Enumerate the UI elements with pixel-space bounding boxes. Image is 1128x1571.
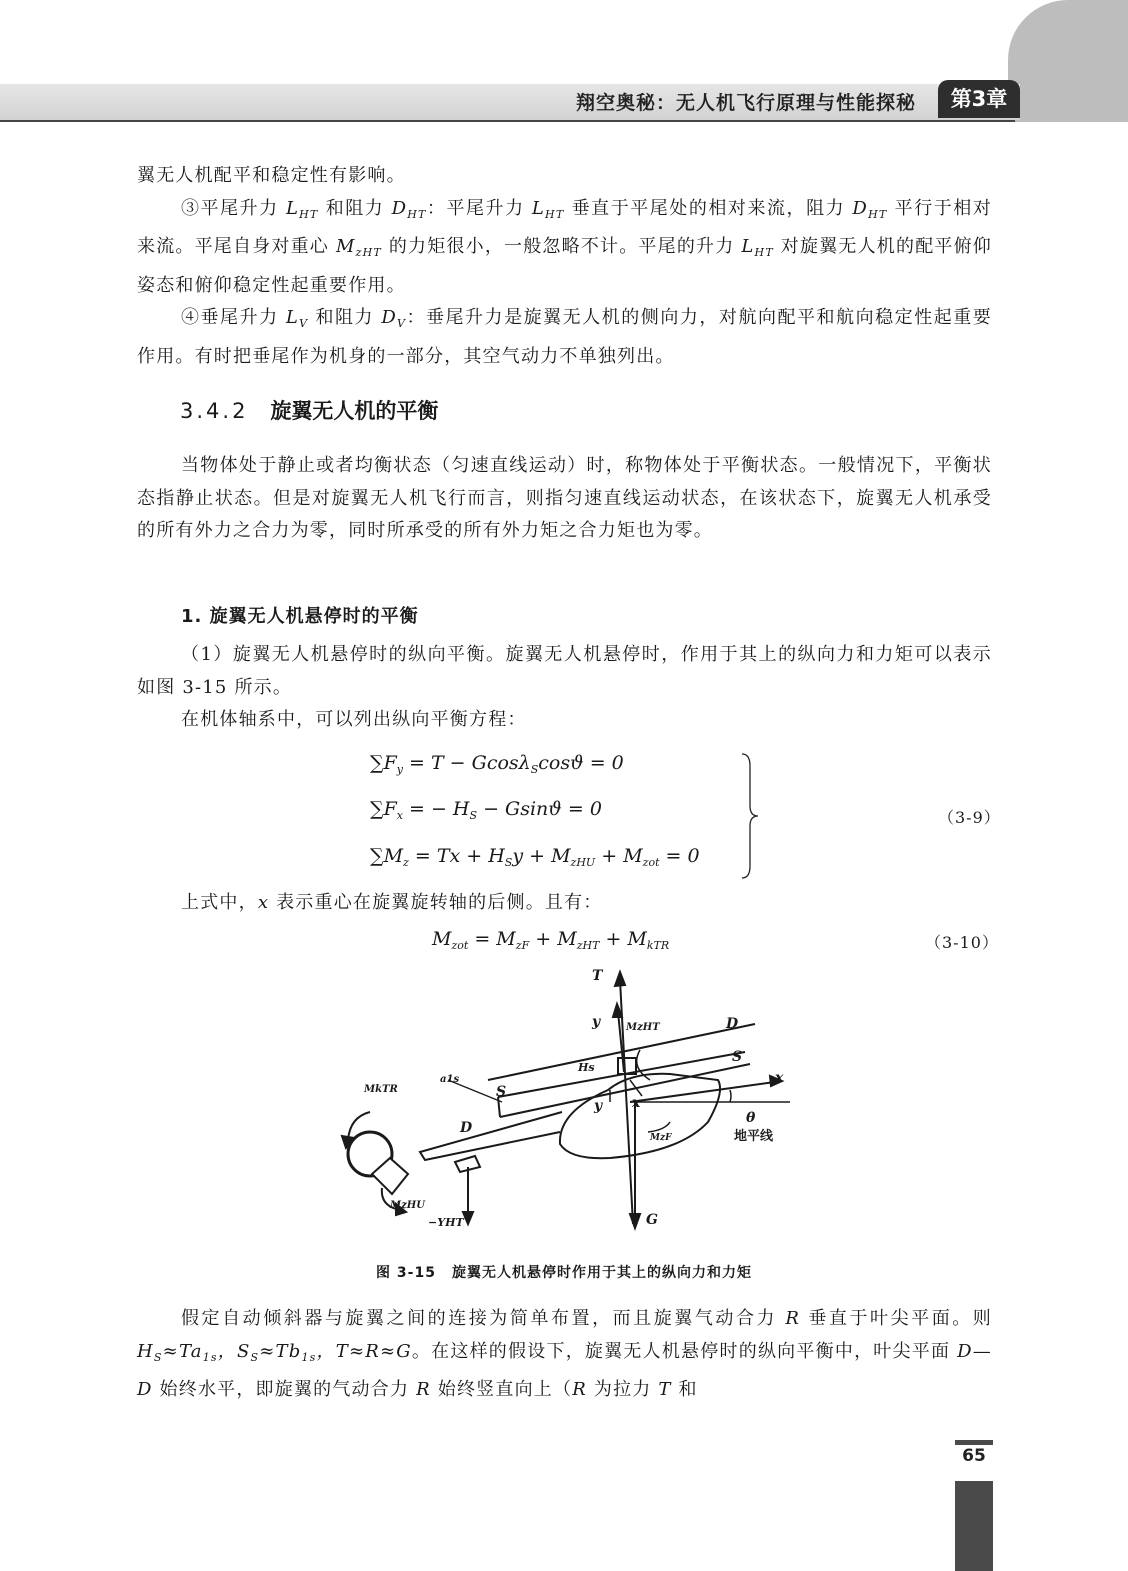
tail-boom bbox=[420, 1112, 562, 1160]
para-balance: 当物体处于静止或者均衡状态（匀速直线运动）时，称物体处于平衡状态。一般情况下，平衡状态指静止状态。但是对旋翼无人机飞行而言，则指匀速直线运动状态，在该状态下，旋翼无人机承受的所有外力之合力为零，同时所承受的所有外力矩之合力矩也为零。 bbox=[137, 455, 992, 541]
t-arrow-head bbox=[615, 972, 625, 986]
chapter-badge: 第3章 bbox=[938, 80, 1020, 118]
equation-number-3-9: （3-9） bbox=[938, 808, 1001, 827]
label-s-left: S bbox=[496, 1084, 507, 1100]
g-arrow-head bbox=[630, 1214, 640, 1228]
label-ground: 地平线 bbox=[734, 1129, 774, 1144]
para-final: 假定自动倾斜器与旋翼之间的连接为简单布置，而且旋翼气动合力 R 垂直于叶尖平面。则 $H_S\approx Ta_{1s}$，$S_S\approx Tb_{1s}$，T≈R≈G。在这样的假设下，旋翼无人机悬停时的纵向平衡中，叶尖平面 D—D 始终水平，即旋翼的气动合力 R 始终竖直向上（R 为拉力 T 和 bbox=[137, 1308, 992, 1400]
label-x-mid: x bbox=[632, 1095, 641, 1111]
para-after-eq: 上式中，x 表示重心在旋翼旋转轴的后侧。且有： bbox=[181, 892, 603, 913]
label-g: G bbox=[646, 1212, 658, 1228]
running-title: 翔空奥秘：无人机飞行原理与性能探秘 bbox=[575, 92, 916, 114]
para-intro: 翼无人机配平和稳定性有影响。 bbox=[137, 165, 406, 186]
label-a1s: a1s bbox=[440, 1074, 460, 1085]
para-hover: （1）旋翼无人机悬停时的纵向平衡。旋翼无人机悬停时，作用于其上的纵向力和力矩可以表示如图 3-15 所示。 bbox=[137, 644, 992, 698]
text-block-hover bbox=[137, 639, 992, 737]
text-block-after-eq bbox=[137, 887, 992, 920]
equation-system-3-9 bbox=[370, 752, 750, 880]
label-theta: θ bbox=[746, 1110, 756, 1126]
page-number: 65 bbox=[962, 1446, 986, 1466]
section-heading: 3.4.2 旋翼无人机的平衡 bbox=[180, 398, 439, 423]
right-brace bbox=[740, 752, 760, 880]
label-mktr: MkTR bbox=[364, 1084, 398, 1095]
label-y-mid: y bbox=[594, 1098, 603, 1114]
label-y-top: y bbox=[592, 1014, 601, 1030]
figure-caption: 图 3-15 旋翼无人机悬停时作用于其上的纵向力和力矩 bbox=[376, 1265, 752, 1281]
label-mzhu: MzHU bbox=[390, 1200, 425, 1211]
label-x-axis: x bbox=[775, 1070, 784, 1086]
para-eq-intro: 在机体轴系中，可以列出纵向平衡方程： bbox=[181, 709, 527, 730]
equation-fx: $\sum F_x$ = − $H_S - Gsinϑ = 0$ bbox=[370, 798, 602, 822]
header-corner-tab bbox=[1008, 0, 1128, 122]
equation-number-3-10: （3-10） bbox=[925, 933, 999, 952]
equation-fy: $\sum F_y = T - Gcos\lambda_S\cos ϑ = 0$ bbox=[370, 752, 624, 776]
text-block-balance bbox=[137, 450, 992, 548]
para-horizontal-tail: ③平尾升力 $L_{HT}$ 和阻力 $D_{HT}$：平尾升力 $L_{HT}$ 垂直于平尾处的相对来流，阻力 $D_{HT}$ 平行于相对来流。平尾自身对重心 $M_{zHT}$ 的力矩很小，一般忽略不计。平尾的升力 $L_{HT}$ 对旋翼无人机的配平俯仰姿态和俯仰稳定性起重要作用。 bbox=[137, 197, 993, 296]
label-d-right: D bbox=[726, 1016, 739, 1032]
label-d-left: D bbox=[460, 1120, 473, 1136]
subsection-heading: 1. 旋翼无人机悬停时的平衡 bbox=[181, 606, 419, 627]
header-rule bbox=[0, 120, 1015, 122]
equation-mz: $\sum M_z = Tx + H_Sy + M_{zHU} + M_{zot} = 0$ bbox=[370, 845, 700, 869]
para-vertical-tail: ④垂尾升力 $L_V$ 和阻力 $D_V$：垂尾升力是旋翼无人机的侧向力，对航向配平和航向稳定性起重要作用。有时把垂尾作为机身的一部分，其空气动力不单独列出。 bbox=[137, 307, 992, 367]
label-hs: Hs bbox=[578, 1061, 595, 1074]
label-yht: −YHT bbox=[428, 1216, 464, 1229]
label-t: T bbox=[592, 968, 603, 984]
label-mzht: MzHT bbox=[626, 1022, 660, 1033]
label-s-right: S bbox=[732, 1049, 743, 1065]
text-block-top bbox=[137, 160, 992, 373]
text-block-final bbox=[137, 1303, 992, 1407]
equation-3-10: $M_{zot} = M_{zF} + M_{zHT} + M_{kTR}$ bbox=[432, 928, 670, 952]
figure-3-15-diagram bbox=[330, 962, 810, 1234]
label-mzf: MzF bbox=[650, 1133, 672, 1143]
